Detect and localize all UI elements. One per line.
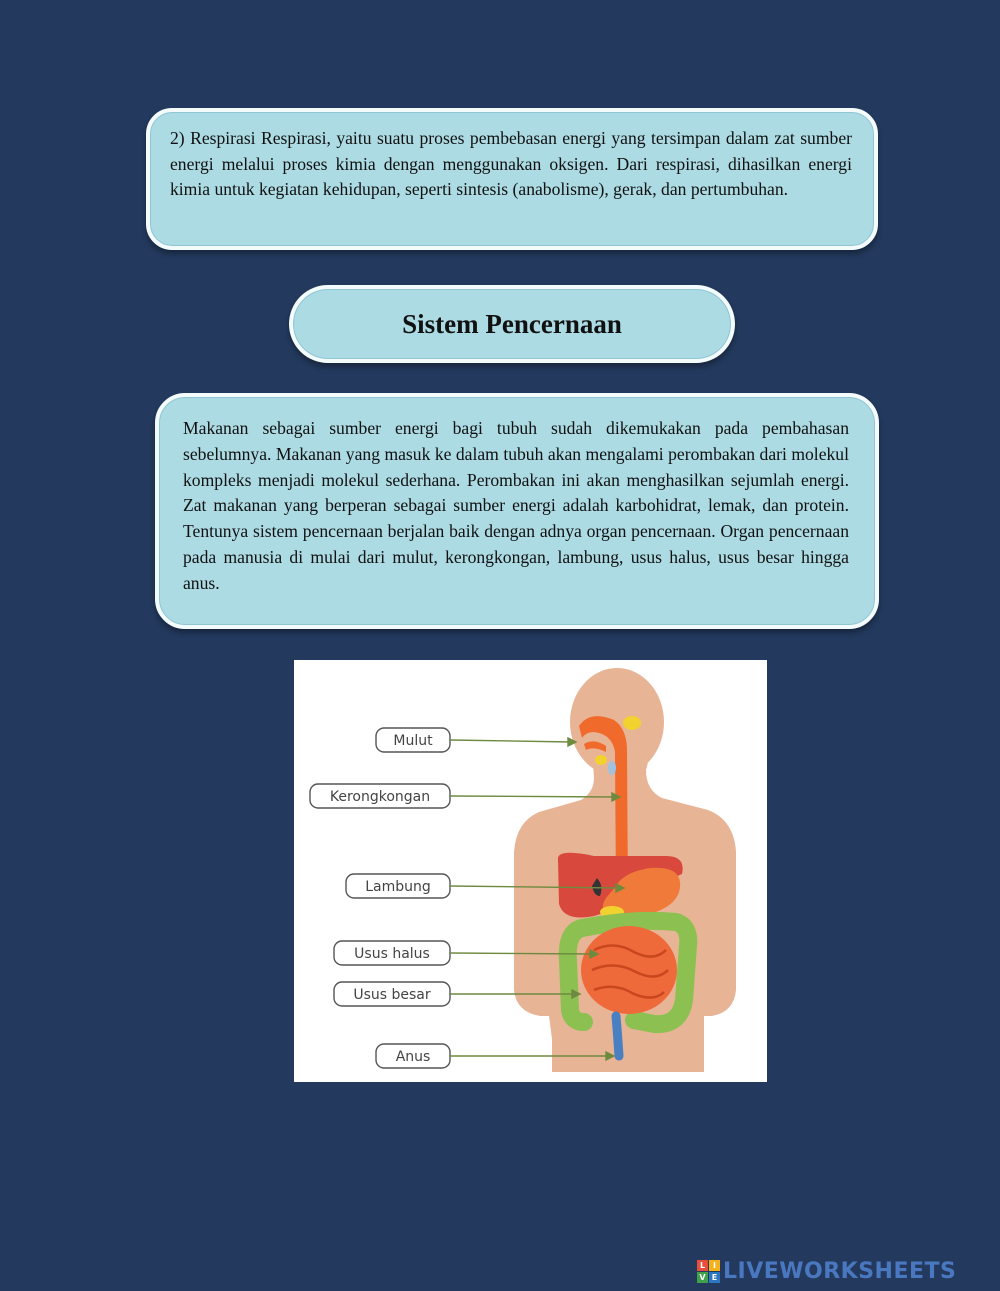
section-title-pill xyxy=(289,285,735,363)
label-usus-halus xyxy=(334,941,450,965)
rectum-shape xyxy=(616,1016,619,1056)
svg-text:Mulut: Mulut xyxy=(393,733,433,749)
intro-card xyxy=(155,393,879,629)
svg-text:Kerongkongan: Kerongkongan xyxy=(329,789,431,805)
label-anus xyxy=(376,1044,450,1068)
digestive-system-illustration xyxy=(294,660,767,1082)
small-intestine-shape xyxy=(581,926,677,1014)
respirasi-card xyxy=(146,108,878,250)
svg-text:Usus halus: Usus halus xyxy=(354,946,430,962)
section-title: Sistem Pencernaan xyxy=(402,308,622,339)
label-mulut xyxy=(376,728,450,752)
label-kerongkongan xyxy=(310,784,450,808)
intro-text: Makanan sebagai sumber energi bagi tubuh sudah dikemukakan pada pembahasan sebelumnya. Makanan yang masuk ke dalam tubuh akan mengalami perombakan dari molekul kompleks menjadi molekul sederhana. Perombakan ini akan menghasilkan sejumlah energi. Zat makanan yang berperan sebagai sumber energi adalah karbohidrat, lemak, dan protein. Tentunya sistem pencernaan berjalan baik dengan adnya organ pencernaan. Organ pencernaan pada manusia di mulai dari mulut, kerongkongan, lambung, usus halus, usus besar hingga anus. xyxy=(183,418,849,593)
salivary-gland-shape xyxy=(623,716,641,730)
label-usus-besar xyxy=(334,982,450,1006)
label-lambung xyxy=(346,874,450,898)
liveworksheets-watermark xyxy=(697,1258,956,1284)
digestive-system-diagram xyxy=(294,660,767,1082)
svg-text:Lambung: Lambung xyxy=(365,879,431,895)
svg-text:Usus besar: Usus besar xyxy=(353,987,431,1003)
watermark-text: LIVEWORKSHEETS xyxy=(723,1258,957,1284)
respirasi-text: 2) Respirasi Respirasi, yaitu suatu proses pembebasan energi yang tersimpan dalam zat sumber energi melalui proses kimia dengan menggunakan oksigen. Dari respirasi, dihasilkan energi kimia untuk kegiatan kehidupan, seperti sintesis (anabolisme), gerak, dan pertumbuhan. xyxy=(170,128,852,199)
liveworksheets-logo-icon: L I V E xyxy=(697,1260,720,1283)
svg-text:Anus: Anus xyxy=(395,1049,431,1065)
